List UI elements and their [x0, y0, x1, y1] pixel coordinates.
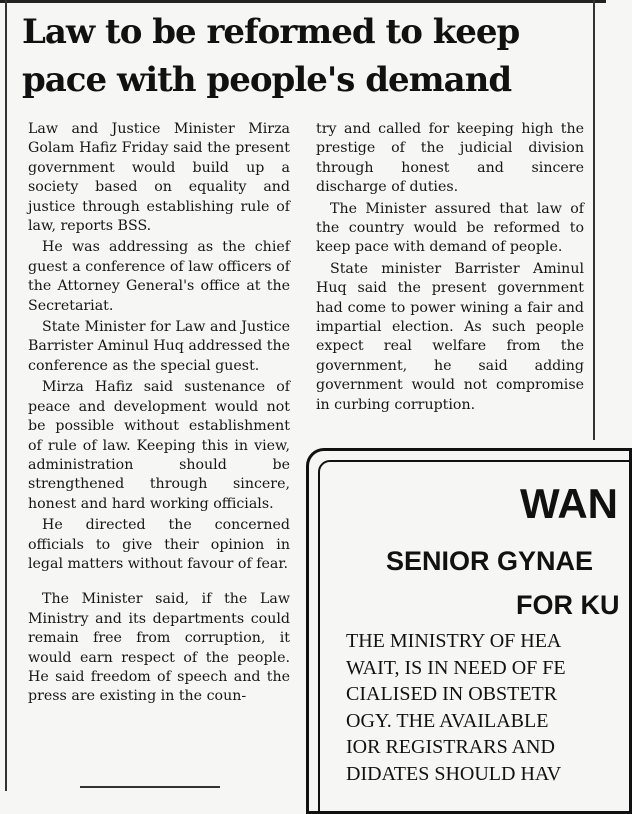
paragraph: Law and Justice Minister Mirza Golam Hafiz Friday said the present government would build up a society based on equality and justice through establishing rule of law, reports BSS. [28, 121, 290, 235]
advert-line: WAIT, IS IN NEED OF FE [346, 656, 566, 679]
paragraph: State Minister for Law and Justice Barrister Aminul Huq addressed the conference as the special guest. [28, 319, 290, 374]
paragraph: He was addressing as the chief guest a conference of law officers of the Attorney General's office at the Secretariat. [28, 239, 290, 314]
advert-line: CIALISED IN OBSTETR [346, 683, 558, 705]
paragraph: The Minister said, if the Law Ministry and its departments could remain free from corruption, it would earn respect of the people. He said freedom of speech and the press are existing in the coun- [28, 591, 290, 705]
headline [22, 8, 592, 104]
advert-body [346, 628, 608, 787]
advert-line: THE MINISTRY OF HEA [346, 630, 562, 652]
paragraph: State minister Barrister Aminul Huq said the present government had come to power wining a fair and impartial election. As such people expect real welfare from the government, he said adding government would not compromise in curbing corruption. [316, 260, 584, 413]
advert-subtitle-2: FOR KU [516, 590, 620, 620]
article-column-1 [28, 120, 290, 709]
paragraph: Mirza Hafiz said sustenance of peace and development would not be possible without establishment of rule of law. Keeping this in view, administration should be strengthened through sincere, honest and hard working officials. [28, 379, 290, 512]
bottom-rule [80, 786, 220, 788]
headline-line-2: pace with people's demand [22, 60, 512, 100]
advert-line: OGY. THE AVAILABLE [346, 709, 549, 732]
advert-title: WAN [520, 480, 618, 527]
paragraph: The Minister assured that law of the country would be reformed to keep pace with demand of people. [316, 200, 584, 256]
paragraph: He directed the concerned officials to give their opinion in legal matters without favour of fear. [28, 517, 290, 572]
column-rule-right [593, 0, 595, 440]
top-rule [0, 0, 606, 3]
article-column-2 [316, 120, 584, 417]
advert-line: IOR REGISTRARS AND [346, 736, 555, 758]
left-rule [5, 0, 7, 791]
paragraph: try and called for keeping high the prestige of the judicial division through honest and sincere discharge of duties. [316, 121, 584, 196]
headline-line-1: Law to be reformed to keep [22, 12, 520, 52]
advert-line: DIDATES SHOULD HAV [346, 762, 562, 785]
advert-subtitle-1: SENIOR GYNAE [386, 546, 594, 576]
